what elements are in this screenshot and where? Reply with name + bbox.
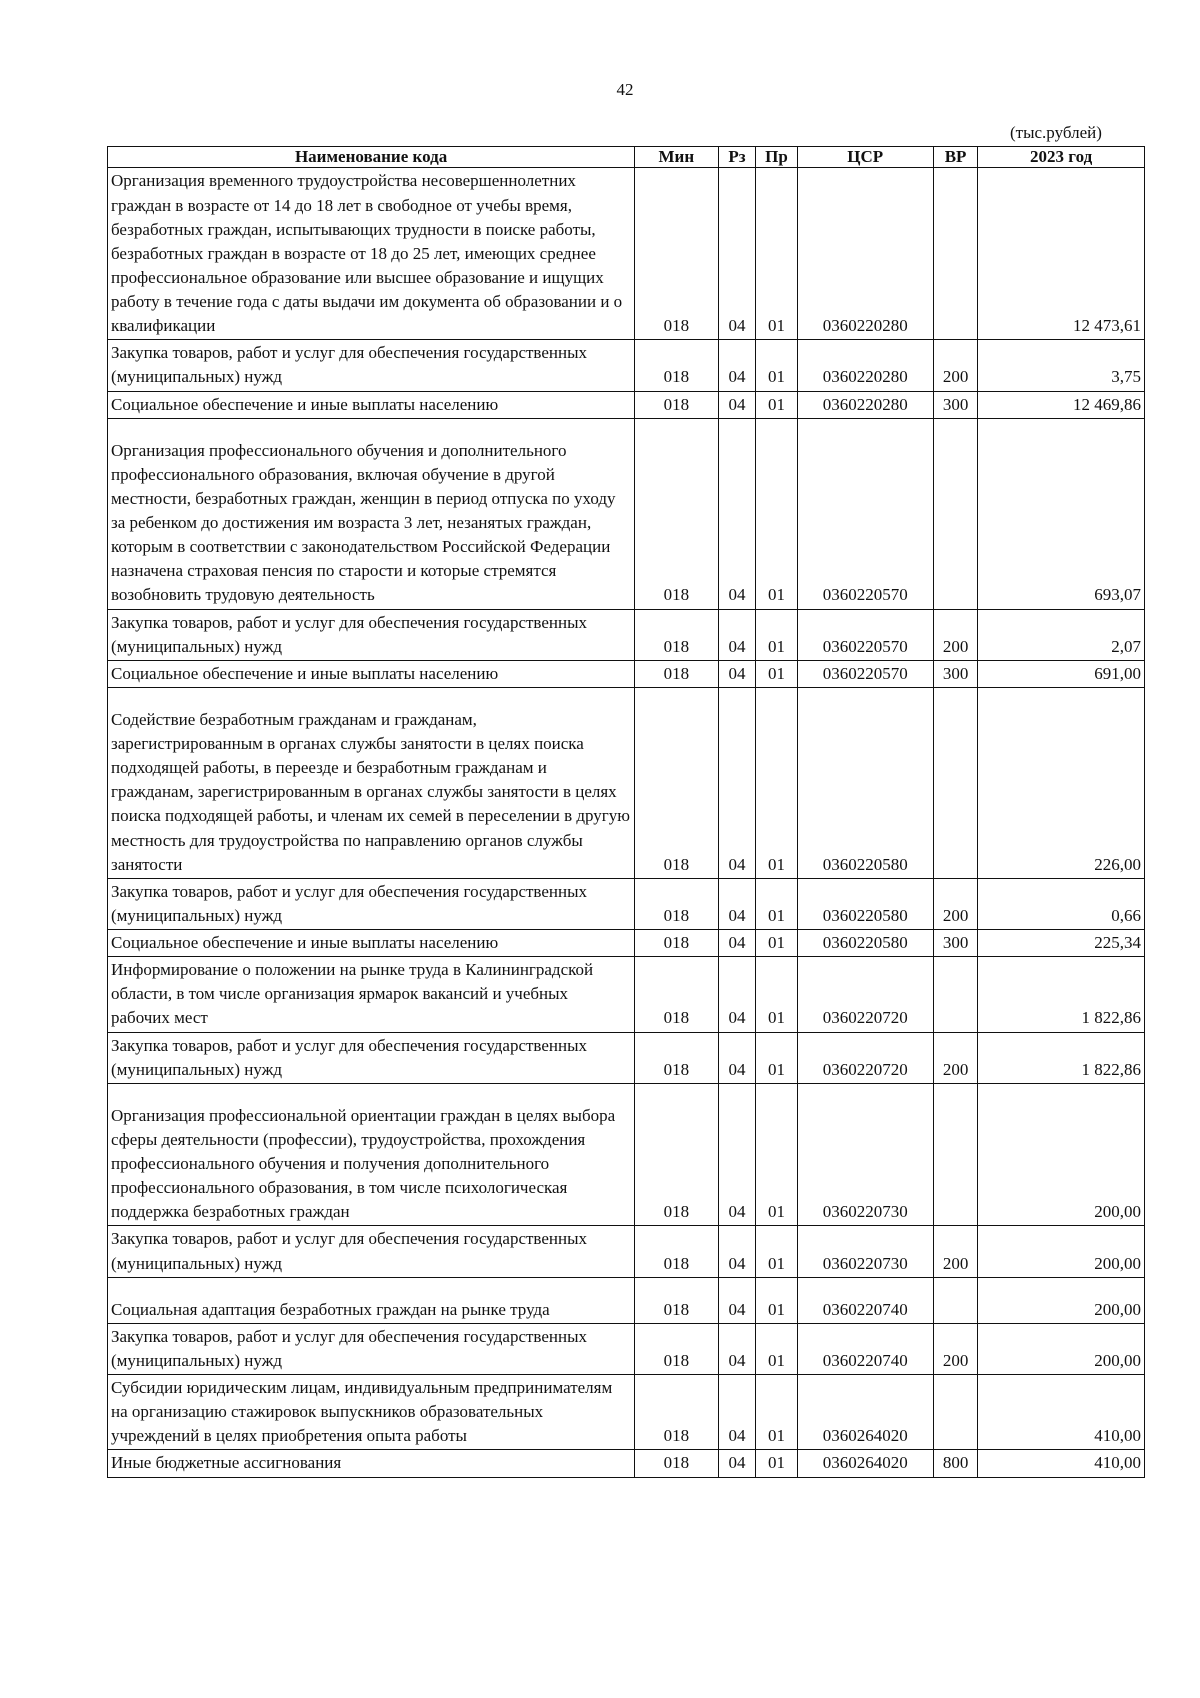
row-rz-cell: 04 xyxy=(718,168,756,340)
row-csr-cell: 0360220570 xyxy=(797,609,933,660)
col-header-name: Наименование кода xyxy=(108,147,635,168)
row-rz-cell: 04 xyxy=(718,687,756,878)
row-min-cell: 018 xyxy=(635,1032,718,1083)
col-header-pr: Пр xyxy=(756,147,797,168)
row-amount-cell: 200,00 xyxy=(978,1323,1145,1374)
row-name-cell: Содействие безработным гражданам и гражданам, зарегистрированным в органах службы занятости в целях поиска подходящей работы, в переезде и безработным гражданам и гражданам, зарегистрированным в органах службы занятости в целях поиска подходящей работы, и членам их семей в переселении в другую местность для трудоустройства по направлению органов службы занятости xyxy=(108,687,635,878)
row-min-cell: 018 xyxy=(635,391,718,418)
row-amount-cell: 226,00 xyxy=(978,687,1145,878)
row-name-cell: Закупка товаров, работ и услуг для обеспечения государственных (муниципальных) нужд xyxy=(108,878,635,929)
row-vr-cell: 200 xyxy=(933,1226,977,1277)
row-rz-cell: 04 xyxy=(718,957,756,1032)
row-min-cell: 018 xyxy=(635,609,718,660)
table-row xyxy=(108,1226,1145,1277)
table-row xyxy=(108,930,1145,957)
row-vr-cell xyxy=(933,1083,977,1226)
row-rz-cell: 04 xyxy=(718,1277,756,1323)
table-row xyxy=(108,660,1145,687)
row-pr-cell: 01 xyxy=(756,1083,797,1226)
row-min-cell: 018 xyxy=(635,418,718,609)
row-rz-cell: 04 xyxy=(718,609,756,660)
row-pr-cell: 01 xyxy=(756,1277,797,1323)
row-min-cell: 018 xyxy=(635,1375,718,1450)
row-pr-cell: 01 xyxy=(756,687,797,878)
row-amount-cell: 410,00 xyxy=(978,1375,1145,1450)
row-csr-cell: 0360220720 xyxy=(797,957,933,1032)
row-min-cell: 018 xyxy=(635,168,718,340)
row-amount-cell: 1 822,86 xyxy=(978,957,1145,1032)
row-amount-cell: 12 469,86 xyxy=(978,391,1145,418)
row-vr-cell xyxy=(933,1277,977,1323)
row-pr-cell: 01 xyxy=(756,340,797,391)
row-csr-cell: 0360264020 xyxy=(797,1375,933,1450)
row-min-cell: 018 xyxy=(635,340,718,391)
row-rz-cell: 04 xyxy=(718,1450,756,1477)
row-amount-cell: 12 473,61 xyxy=(978,168,1145,340)
row-vr-cell: 200 xyxy=(933,878,977,929)
row-vr-cell: 200 xyxy=(933,1323,977,1374)
units-label: (тыс.рублей) xyxy=(1010,123,1102,142)
row-csr-cell: 0360220280 xyxy=(797,391,933,418)
table-row xyxy=(108,418,1145,609)
row-amount-cell: 200,00 xyxy=(978,1277,1145,1323)
row-pr-cell: 01 xyxy=(756,957,797,1032)
table-row xyxy=(108,609,1145,660)
table-row xyxy=(108,340,1145,391)
row-name-cell: Закупка товаров, работ и услуг для обеспечения государственных (муниципальных) нужд xyxy=(108,340,635,391)
row-pr-cell: 01 xyxy=(756,418,797,609)
row-rz-cell: 04 xyxy=(718,418,756,609)
table-row xyxy=(108,1032,1145,1083)
row-rz-cell: 04 xyxy=(718,660,756,687)
row-csr-cell: 0360220740 xyxy=(797,1323,933,1374)
row-pr-cell: 01 xyxy=(756,878,797,929)
row-csr-cell: 0360220730 xyxy=(797,1226,933,1277)
row-pr-cell: 01 xyxy=(756,1323,797,1374)
row-vr-cell: 800 xyxy=(933,1450,977,1477)
row-vr-cell xyxy=(933,687,977,878)
col-header-vr: ВР xyxy=(933,147,977,168)
row-amount-cell: 200,00 xyxy=(978,1083,1145,1226)
row-csr-cell: 0360220580 xyxy=(797,930,933,957)
row-amount-cell: 0,66 xyxy=(978,878,1145,929)
row-name-cell: Организация временного трудоустройства несовершеннолетних граждан в возрасте от 14 до 18 лет в свободное от учебы время, безработных граждан, испытывающих трудности в поиске работы, безработных граждан в возрасте от 18 до 25 лет, имеющих среднее профессиональное образование или высшее образование и ищущих работу в течение года с даты выдачи им документа об образовании и о квалификации xyxy=(108,168,635,340)
row-vr-cell: 300 xyxy=(933,391,977,418)
row-vr-cell xyxy=(933,168,977,340)
row-pr-cell: 01 xyxy=(756,1032,797,1083)
row-min-cell: 018 xyxy=(635,1450,718,1477)
row-min-cell: 018 xyxy=(635,660,718,687)
row-min-cell: 018 xyxy=(635,1226,718,1277)
row-csr-cell: 0360220280 xyxy=(797,340,933,391)
row-vr-cell xyxy=(933,1375,977,1450)
table-row xyxy=(108,168,1145,340)
row-name-cell: Закупка товаров, работ и услуг для обеспечения государственных (муниципальных) нужд xyxy=(108,1226,635,1277)
row-csr-cell: 0360264020 xyxy=(797,1450,933,1477)
row-csr-cell: 0360220730 xyxy=(797,1083,933,1226)
row-pr-cell: 01 xyxy=(756,660,797,687)
row-vr-cell: 300 xyxy=(933,660,977,687)
row-vr-cell xyxy=(933,957,977,1032)
row-rz-cell: 04 xyxy=(718,878,756,929)
row-vr-cell: 300 xyxy=(933,930,977,957)
page-number: 42 xyxy=(616,80,634,99)
col-header-rz: Рз xyxy=(718,147,756,168)
row-min-cell: 018 xyxy=(635,878,718,929)
row-csr-cell: 0360220580 xyxy=(797,878,933,929)
table-row xyxy=(108,878,1145,929)
row-name-cell: Закупка товаров, работ и услуг для обеспечения государственных (муниципальных) нужд xyxy=(108,1032,635,1083)
row-min-cell: 018 xyxy=(635,1083,718,1226)
table-row xyxy=(108,391,1145,418)
row-pr-cell: 01 xyxy=(756,1450,797,1477)
table-row xyxy=(108,1375,1145,1450)
row-rz-cell: 04 xyxy=(718,391,756,418)
row-rz-cell: 04 xyxy=(718,1226,756,1277)
table-body xyxy=(108,168,1145,1477)
row-min-cell: 018 xyxy=(635,1323,718,1374)
row-pr-cell: 01 xyxy=(756,168,797,340)
row-min-cell: 018 xyxy=(635,930,718,957)
row-pr-cell: 01 xyxy=(756,1375,797,1450)
table-header-row xyxy=(108,147,1145,168)
table-row xyxy=(108,1323,1145,1374)
row-rz-cell: 04 xyxy=(718,1032,756,1083)
row-vr-cell: 200 xyxy=(933,609,977,660)
row-name-cell: Субсидии юридическим лицам, индивидуальным предпринимателям на организацию стажировок выпускников образовательных учреждений в целях приобретения опыта работы xyxy=(108,1375,635,1450)
row-rz-cell: 04 xyxy=(718,1323,756,1374)
row-min-cell: 018 xyxy=(635,1277,718,1323)
row-rz-cell: 04 xyxy=(718,930,756,957)
row-amount-cell: 2,07 xyxy=(978,609,1145,660)
row-pr-cell: 01 xyxy=(756,1226,797,1277)
table-row xyxy=(108,1450,1145,1477)
row-csr-cell: 0360220740 xyxy=(797,1277,933,1323)
row-name-cell: Закупка товаров, работ и услуг для обеспечения государственных (муниципальных) нужд xyxy=(108,1323,635,1374)
row-name-cell: Информирование о положении на рынке труда в Калининградской области, в том числе организация ярмарок вакансий и учебных рабочих мест xyxy=(108,957,635,1032)
col-header-csr: ЦСР xyxy=(797,147,933,168)
row-rz-cell: 04 xyxy=(718,340,756,391)
row-amount-cell: 225,34 xyxy=(978,930,1145,957)
row-min-cell: 018 xyxy=(635,687,718,878)
row-vr-cell: 200 xyxy=(933,340,977,391)
row-name-cell: Организация профессионального обучения и дополнительного профессионального образования, включая обучение в другой местности, безработных граждан, женщин в период отпуска по уходу за ребенком до достижения им возраста 3 лет, незанятых граждан, которым в соответствии с законодательством Российской Федерации назначена страховая пенсия по старости и которые стремятся возобновить трудовую деятельность xyxy=(108,418,635,609)
row-pr-cell: 01 xyxy=(756,391,797,418)
row-csr-cell: 0360220720 xyxy=(797,1032,933,1083)
col-header-min: Мин xyxy=(635,147,718,168)
row-name-cell: Закупка товаров, работ и услуг для обеспечения государственных (муниципальных) нужд xyxy=(108,609,635,660)
row-csr-cell: 0360220570 xyxy=(797,660,933,687)
row-amount-cell: 691,00 xyxy=(978,660,1145,687)
budget-table xyxy=(107,146,1145,1478)
row-name-cell: Социальная адаптация безработных граждан на рынке труда xyxy=(108,1277,635,1323)
row-rz-cell: 04 xyxy=(718,1083,756,1226)
row-name-cell: Социальное обеспечение и иные выплаты населению xyxy=(108,391,635,418)
row-pr-cell: 01 xyxy=(756,609,797,660)
row-vr-cell: 200 xyxy=(933,1032,977,1083)
row-amount-cell: 693,07 xyxy=(978,418,1145,609)
col-header-amount: 2023 год xyxy=(978,147,1145,168)
row-amount-cell: 3,75 xyxy=(978,340,1145,391)
row-rz-cell: 04 xyxy=(718,1375,756,1450)
row-name-cell: Социальное обеспечение и иные выплаты населению xyxy=(108,660,635,687)
row-min-cell: 018 xyxy=(635,957,718,1032)
table-row xyxy=(108,687,1145,878)
row-pr-cell: 01 xyxy=(756,930,797,957)
row-name-cell: Иные бюджетные ассигнования xyxy=(108,1450,635,1477)
row-amount-cell: 410,00 xyxy=(978,1450,1145,1477)
row-amount-cell: 1 822,86 xyxy=(978,1032,1145,1083)
table-row xyxy=(108,1083,1145,1226)
table-row xyxy=(108,1277,1145,1323)
row-vr-cell xyxy=(933,418,977,609)
table-row xyxy=(108,957,1145,1032)
row-name-cell: Организация профессиональной ориентации граждан в целях выбора сферы деятельности (профессии), трудоустройства, прохождения профессионального обучения и получения дополнительного профессионального образования, в том числе психологическая поддержка безработных граждан xyxy=(108,1083,635,1226)
row-csr-cell: 0360220580 xyxy=(797,687,933,878)
row-amount-cell: 200,00 xyxy=(978,1226,1145,1277)
row-name-cell: Социальное обеспечение и иные выплаты населению xyxy=(108,930,635,957)
row-csr-cell: 0360220280 xyxy=(797,168,933,340)
row-csr-cell: 0360220570 xyxy=(797,418,933,609)
